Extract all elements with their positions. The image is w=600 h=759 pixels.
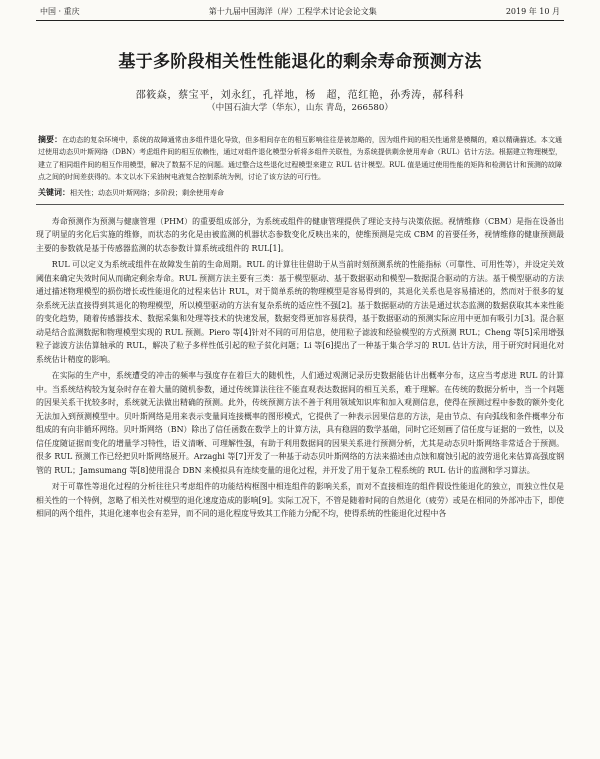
abstract-label: 摘要： — [38, 134, 63, 144]
author-list: 邵筱焱，蔡宝平，刘永红，孔祥地，杨 超，范红艳，孙秀涛，郝科科 — [135, 90, 465, 101]
running-header — [36, 6, 564, 20]
section-divider — [36, 204, 564, 205]
affiliation: （中国石油大学（华东），山东 青岛，266580） — [207, 103, 393, 113]
body-paragraph-2: RUL 可以定义为系统或组件在故障发生前的生命周期。RUL 的计算往往借助于从当前时刻预测系统的性能指标（可靠性、可用性等），并设定关效阈值来确定失效时间从而确定剩余寿命。RUL 预测方法主要有三类：基于模型驱动、基于数据驱动和模型—数据混合驱动的方法。基于模型驱动的方法通过描述物理模型的损伤增长或性能退化的过程来估计 RUL，对于简单系统的物理模型是容易得到的，其退化关系也是容易描述的，然而对于很多的复杂系统无法直接得到其退化的物理模型，所以模型驱动的方法有复杂系统的适应性不强[2]。基于数据驱动的方法是通过状态监测的数据获取其本来性能的变化趋势，随着传感器技术、数据采集和处理等技术的快速发展，数据变得更加容易获得，基于数据驱动的预测实际应用中更加有吸引力[3]。混合驱动是结合监测数据和物理模型实现的 RUL 预测。Piero 等[4]针对不同的可用信息，使用粒子滤波和经验模型的方式预测 RUL；Cheng 等[5]采用增强粒子滤波方法估算轴承的 RUL，解决了粒子多样性低引起的粒子贫化问题；Li 等[6]提出了一种基于集合学习的 RUL 估计方法，用于研究时间退化对系统估计精度的影响。 — [36, 260, 564, 364]
header-location: 中国 · 重庆 — [40, 7, 80, 16]
body-paragraph-4: 对于可靠性等退化过程的分析往往只考虑组件的功能结构框图中相连组件的影响关系，而对不直接相连的组件假设性能退化的独立，而独立性仅是相关性的一个特例，忽略了相关性对模型的退化速度造成的影响[9]。实际工况下，不管是随着时间的自然退化（疲劳）或是在相同的外部冲击下，即使相同的两个组件，其退化速率也会有差异，而不同的退化程度导致其工作能力分配不均，使得系统的性能退化过程中各 — [36, 482, 564, 519]
body-paragraph-3: 在实际的生产中，系统遭受的冲击的频率与强度存在着巨大的随机性，人们通过观测记录历史数据能估计出概率分布，这应当考虑进 RUL 的计算中。当系统结构较为复杂时存在着大量的随机参数，通过传统算法往往不能直观表达数据间的相互关系，难于理解。在传统的数据分析中，当一个问题的因果关系干扰较多时，系统就无法做出精确的预测。此外，传统预测方法不善于利用领域知识库和加入观测信息，使得在预测过程中参数的额外变化无法加入到预测模型中。贝叶斯网络是用来表示变量间连接概率的图形模式，它提供了一种表示因果信息的方法，是由节点、有向弧线和条件概率分布组成的有向非循环网络。贝叶斯网络（BN）除出了信任函数在数学上的计算方法，具有稳固的数学基础，同时它还刻画了信任度与证据的一致性，以及信任度随证据而变化的增量学习特性，语义清晰、可理解性强，有助于利用数据间的因果关系进行预测分析，尤其是动态贝叶斯网络非常适合于预测。很多 RUL 预测工作已经把贝叶斯网络展开。Arzaghi 等[7]开发了一种基于动态贝叶斯网络的方法来描述由点蚀和腐蚀引起的波劳退化来估算高强度钢管的 RUL；Jamsumang 等[8]使用混合 DBN 来模拟具有连续变量的退化过程，并开发了用于复杂工程系统的 RUL 估计的监测和学习算法。 — [36, 371, 564, 475]
header-rule — [36, 20, 564, 21]
keywords — [38, 186, 562, 199]
abstract-text: 在动态的复杂环境中，系统的故障通常由多组件退化导致，但多相间存在的相互影响往往是被忽略的，因为组件间的相关性通常是模糊的，难以精确描述。本文通过使用动态贝叶斯网络（DBN）考虑组件间的相互依赖性，通过对组件退化模型分析将多组件关联性，为系统提供剩余使用寿命（RUL）估计方法。根据建立物理模型，建立了相同组件间的相互作用模型，解决了数据不足的问题。通过整合这些退化过程模型来建立 RUL 估计模型。RUL 值是通过使用性能的矩阵和检测估计和预测的故障点之间的时间差获得的。本文以水下采油树电液复合控制系统为例，讨论了该方法的可行性。 — [38, 136, 562, 182]
abstract — [38, 133, 562, 184]
paper-title: 基于多阶段相关性性能退化的剩余寿命预测方法 — [118, 52, 482, 72]
body-text — [36, 215, 564, 521]
keywords-text: 相关性；动态贝叶斯网络；多阶段；剩余使用寿命 — [70, 188, 224, 197]
keywords-label: 关键词： — [38, 186, 70, 197]
body-paragraph-1: 寿命预测作为预测与健康管理（PHM）的重要组成部分，为系统或组件的健康管理提供了理论支持与决策依据。视情维修（CBM）是指在设备出现了明显的劣化后实施的维修，而状态的劣化是由被监测的机器状态参数变化反映出来的，使维预测是完成 CBM 的首要任务，视情维修的健康预测最主要的参数就是基于传感器监测的状态参数计算系统或组件的 RUL[1]。 — [36, 216, 564, 253]
header-proceedings: 第十九届中国海洋（岸）工程学术讨论会论文集 — [208, 7, 377, 16]
header-date: 2019 年 10 月 — [505, 7, 560, 16]
